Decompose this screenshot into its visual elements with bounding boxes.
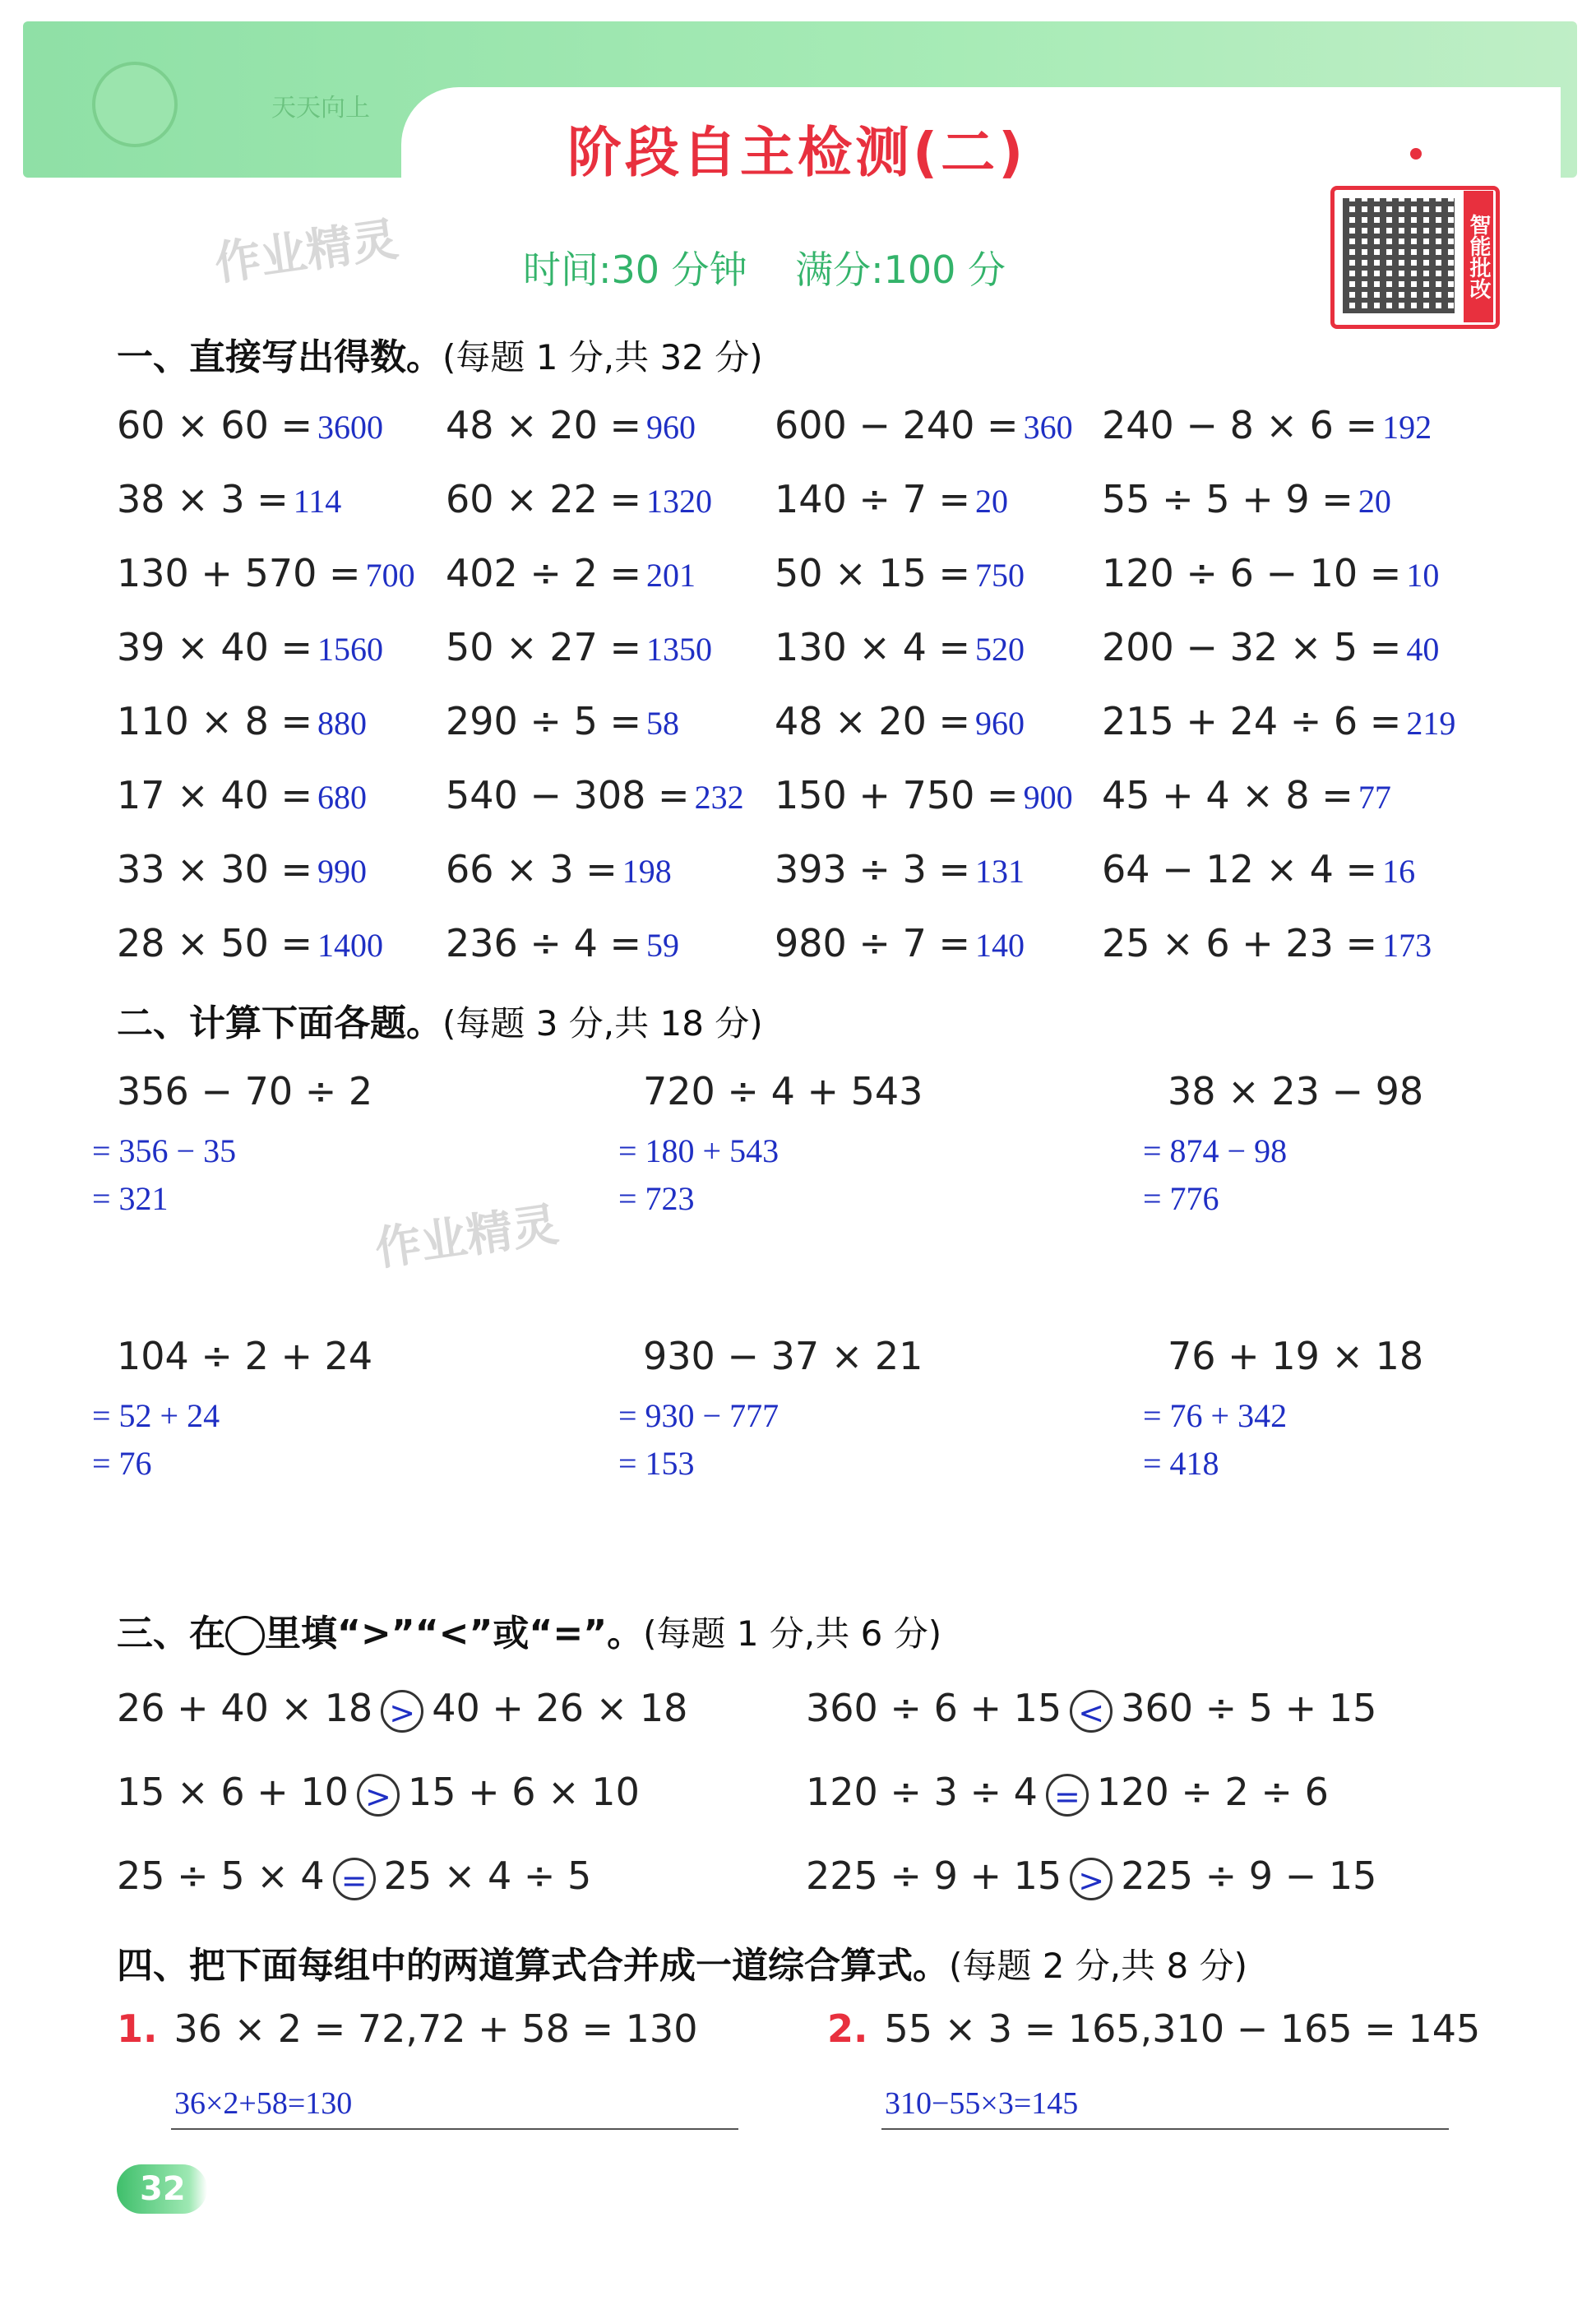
oral-calc-item: [1102, 773, 1391, 817]
problem-expression: 38 × 23 − 98: [1168, 1069, 1424, 1113]
left-expression: 26 + 40 × 18: [117, 1686, 373, 1730]
answer-text: 1560: [317, 631, 384, 668]
watermark: 作业精灵: [372, 1197, 562, 1277]
question-text: 33 × 30 =: [117, 847, 313, 891]
answer-text: 520: [975, 631, 1025, 668]
oral-calc-item: [117, 477, 341, 521]
oral-calc-item: [775, 847, 1025, 891]
answer-text: 192: [1382, 409, 1432, 446]
work-step: = 153: [618, 1445, 695, 1482]
section3-title-b: 里填“>”“<”或“=”。: [265, 1613, 644, 1655]
question-text: 110 × 8 =: [117, 699, 313, 743]
work-step: = 418: [1143, 1445, 1219, 1482]
right-expression: 40 + 26 × 18: [432, 1686, 688, 1730]
answer-text: 700: [365, 557, 415, 594]
work-step: = 321: [92, 1180, 169, 1217]
oral-calc-item: [117, 699, 367, 743]
oral-calc-item: [446, 773, 744, 817]
section3-points: (每题 1 分,共 6 分): [643, 1613, 942, 1654]
section4-points: (每题 2 分,共 8 分): [949, 1946, 1247, 1986]
oral-calc-item: [117, 921, 383, 965]
answer-text: 219: [1406, 705, 1456, 742]
question-text: 240 − 8 × 6 =: [1102, 403, 1378, 447]
question-text: 48 × 20 =: [775, 699, 971, 743]
watermark: 作业精灵: [211, 212, 402, 292]
question-text: 130 × 4 =: [775, 625, 971, 669]
answer-text: 173: [1382, 927, 1432, 964]
answer-text: 140: [975, 927, 1025, 964]
question-text: 402 ÷ 2 =: [446, 551, 642, 595]
oral-calc-item: [1102, 551, 1439, 595]
question-text: 150 + 750 =: [775, 773, 1019, 817]
oral-calc-item: [446, 551, 696, 595]
question-text: 45 + 4 × 8 =: [1102, 773, 1353, 817]
circle-icon: [225, 1616, 265, 1655]
oral-calc-item: [1102, 625, 1439, 669]
section2-title: 二、计算下面各题。: [117, 1002, 442, 1044]
oral-calc-item: [1102, 403, 1432, 447]
answer-text: 20: [1358, 483, 1391, 520]
work-step: = 776: [1143, 1180, 1219, 1217]
comparison-item: [806, 1770, 1329, 1817]
work-step: = 76: [92, 1445, 152, 1482]
problem-expression: 720 ÷ 4 + 543: [643, 1069, 923, 1113]
answer-text: 201: [646, 557, 696, 594]
answer-text: 960: [646, 409, 696, 446]
problem-expression: 356 − 70 ÷ 2: [117, 1069, 373, 1113]
given-equations: 36 × 2 = 72,72 + 58 = 130: [173, 2006, 698, 2051]
answer-line: [171, 2128, 738, 2130]
right-expression: 15 + 6 × 10: [407, 1770, 640, 1814]
qr-label: 智能批改: [1464, 191, 1493, 322]
answer-text: 900: [1023, 779, 1073, 816]
comparison-circle: =: [333, 1858, 376, 1900]
work-step: = 723: [618, 1180, 695, 1217]
oral-calc-item: [775, 625, 1025, 669]
problem-expression: 104 ÷ 2 + 24: [117, 1334, 373, 1378]
answer-text: 58: [646, 705, 680, 742]
question-text: 215 + 24 ÷ 6 =: [1102, 699, 1402, 743]
answer-text: 77: [1358, 779, 1391, 816]
question-text: 25 × 6 + 23 =: [1102, 921, 1378, 965]
section1-points: (每题 1 分,共 32 分): [442, 337, 763, 377]
left-expression: 15 × 6 + 10: [117, 1770, 349, 1814]
comparison-circle: >: [357, 1774, 400, 1817]
left-expression: 25 ÷ 5 × 4: [117, 1854, 325, 1898]
question-text: 39 × 40 =: [117, 625, 313, 669]
answer-text: 360: [1023, 409, 1073, 446]
comparison-item: [117, 1854, 591, 1900]
question-text: 48 × 20 =: [446, 403, 642, 447]
item-number: 2.: [827, 2006, 868, 2051]
oral-calc-item: [446, 921, 679, 965]
question-text: 38 × 3 =: [117, 477, 289, 521]
answer-text: 59: [646, 927, 680, 964]
answer-text: 680: [317, 779, 368, 816]
work-step: = 930 − 777: [618, 1397, 779, 1434]
oral-calc-item: [1102, 477, 1391, 521]
combine-item: [117, 2006, 697, 2051]
question-text: 140 ÷ 7 =: [775, 477, 971, 521]
comparison-circle: >: [381, 1690, 423, 1733]
answer-text: 40: [1406, 631, 1440, 668]
section3-title-a: 三、在: [117, 1613, 225, 1655]
question-text: 130 + 570 =: [117, 551, 361, 595]
question-text: 55 ÷ 5 + 9 =: [1102, 477, 1353, 521]
question-text: 290 ÷ 5 =: [446, 699, 642, 743]
work-step: = 52 + 24: [92, 1397, 220, 1434]
combined-answer: 310−55×3=145: [885, 2086, 1079, 2121]
section1-title: 一、直接写出得数。: [117, 336, 442, 378]
oral-calc-item: [446, 699, 679, 743]
section2-points: (每题 3 分,共 18 分): [442, 1003, 763, 1044]
answer-text: 198: [622, 853, 672, 890]
section1-heading: [117, 327, 763, 380]
comparison-item: [806, 1854, 1376, 1900]
oral-calc-item: [775, 773, 1073, 817]
oral-calc-item: [446, 403, 696, 447]
section2-heading: [117, 993, 763, 1046]
oral-calc-item: [446, 625, 712, 669]
answer-text: 1350: [646, 631, 713, 668]
question-text: 50 × 15 =: [775, 551, 971, 595]
oral-calc-item: [117, 551, 415, 595]
right-expression: 225 ÷ 9 − 15: [1121, 1854, 1377, 1898]
problem-expression: 930 − 37 × 21: [643, 1334, 923, 1378]
question-text: 393 ÷ 3 =: [775, 847, 971, 891]
qr-code-icon: [1343, 198, 1455, 313]
combined-answer: 36×2+58=130: [174, 2086, 353, 2121]
answer-text: 960: [975, 705, 1025, 742]
answer-text: 10: [1406, 557, 1440, 594]
answer-text: 880: [317, 705, 368, 742]
logo-text: 天天向上: [271, 94, 370, 123]
question-text: 980 ÷ 7 =: [775, 921, 971, 965]
question-text: 236 ÷ 4 =: [446, 921, 642, 965]
right-expression: 25 × 4 ÷ 5: [383, 1854, 592, 1898]
oral-calc-item: [775, 551, 1025, 595]
comparison-item: [117, 1686, 687, 1733]
question-text: 28 × 50 =: [117, 921, 313, 965]
combine-item: [827, 2006, 1480, 2051]
oral-calc-item: [446, 477, 712, 521]
section4-heading: [117, 1936, 1247, 1988]
left-expression: 120 ÷ 3 ÷ 4: [806, 1770, 1038, 1814]
work-step: = 874 − 98: [1143, 1132, 1288, 1169]
work-step: = 76 + 342: [1143, 1397, 1288, 1434]
comparison-circle: <: [1070, 1690, 1113, 1733]
question-text: 600 − 240 =: [775, 403, 1019, 447]
answer-text: 232: [694, 779, 744, 816]
answer-line: [881, 2128, 1449, 2130]
left-expression: 360 ÷ 6 + 15: [806, 1686, 1062, 1730]
answer-text: 750: [975, 557, 1025, 594]
section3-heading: [117, 1604, 941, 1656]
oral-calc-item: [775, 921, 1025, 965]
question-text: 50 × 27 =: [446, 625, 642, 669]
work-step: = 356 − 35: [92, 1132, 237, 1169]
question-text: 540 − 308 =: [446, 773, 690, 817]
oral-calc-item: [775, 699, 1025, 743]
question-text: 60 × 60 =: [117, 403, 313, 447]
oral-calc-item: [775, 403, 1073, 447]
qr-hang-icon: [1410, 148, 1422, 160]
oral-calc-item: [775, 477, 1008, 521]
right-expression: 360 ÷ 5 + 15: [1121, 1686, 1377, 1730]
time-info: 时间:30 分钟 满分:100 分: [523, 248, 1006, 292]
oral-calc-item: [446, 847, 672, 891]
logo-icon: [92, 62, 178, 147]
answer-text: 1400: [317, 927, 384, 964]
answer-text: 16: [1382, 853, 1416, 890]
question-text: 64 − 12 × 4 =: [1102, 847, 1378, 891]
comparison-item: [806, 1686, 1376, 1733]
answer-text: 1320: [646, 483, 713, 520]
oral-calc-item: [117, 403, 383, 447]
work-step: = 180 + 543: [618, 1132, 779, 1169]
question-text: 200 − 32 × 5 =: [1102, 625, 1402, 669]
question-text: 120 ÷ 6 − 10 =: [1102, 551, 1402, 595]
answer-text: 114: [293, 483, 342, 520]
comparison-circle: >: [1070, 1858, 1113, 1900]
answer-text: 3600: [317, 409, 384, 446]
answer-text: 131: [975, 853, 1025, 890]
oral-calc-item: [1102, 699, 1455, 743]
oral-calc-item: [117, 773, 367, 817]
problem-expression: 76 + 19 × 18: [1168, 1334, 1424, 1378]
comparison-item: [117, 1770, 640, 1817]
answer-text: 990: [317, 853, 368, 890]
item-number: 1.: [117, 2006, 158, 2051]
question-text: 66 × 3 =: [446, 847, 618, 891]
left-expression: 225 ÷ 9 + 15: [806, 1854, 1062, 1898]
section4-title: 四、把下面每组中的两道算式合并成一道综合算式。: [117, 1945, 949, 1987]
given-equations: 55 × 3 = 165,310 − 165 = 145: [884, 2006, 1481, 2051]
question-text: 60 × 22 =: [446, 477, 642, 521]
page-number: 32: [117, 2164, 207, 2214]
oral-calc-item: [117, 625, 383, 669]
oral-calc-item: [117, 847, 367, 891]
comparison-circle: =: [1046, 1774, 1089, 1817]
question-text: 17 × 40 =: [117, 773, 313, 817]
answer-text: 20: [975, 483, 1009, 520]
oral-calc-item: [1102, 921, 1432, 965]
right-expression: 120 ÷ 2 ÷ 6: [1096, 1770, 1329, 1814]
page-title: 阶段自主检测(二): [567, 121, 1027, 184]
oral-calc-item: [1102, 847, 1415, 891]
